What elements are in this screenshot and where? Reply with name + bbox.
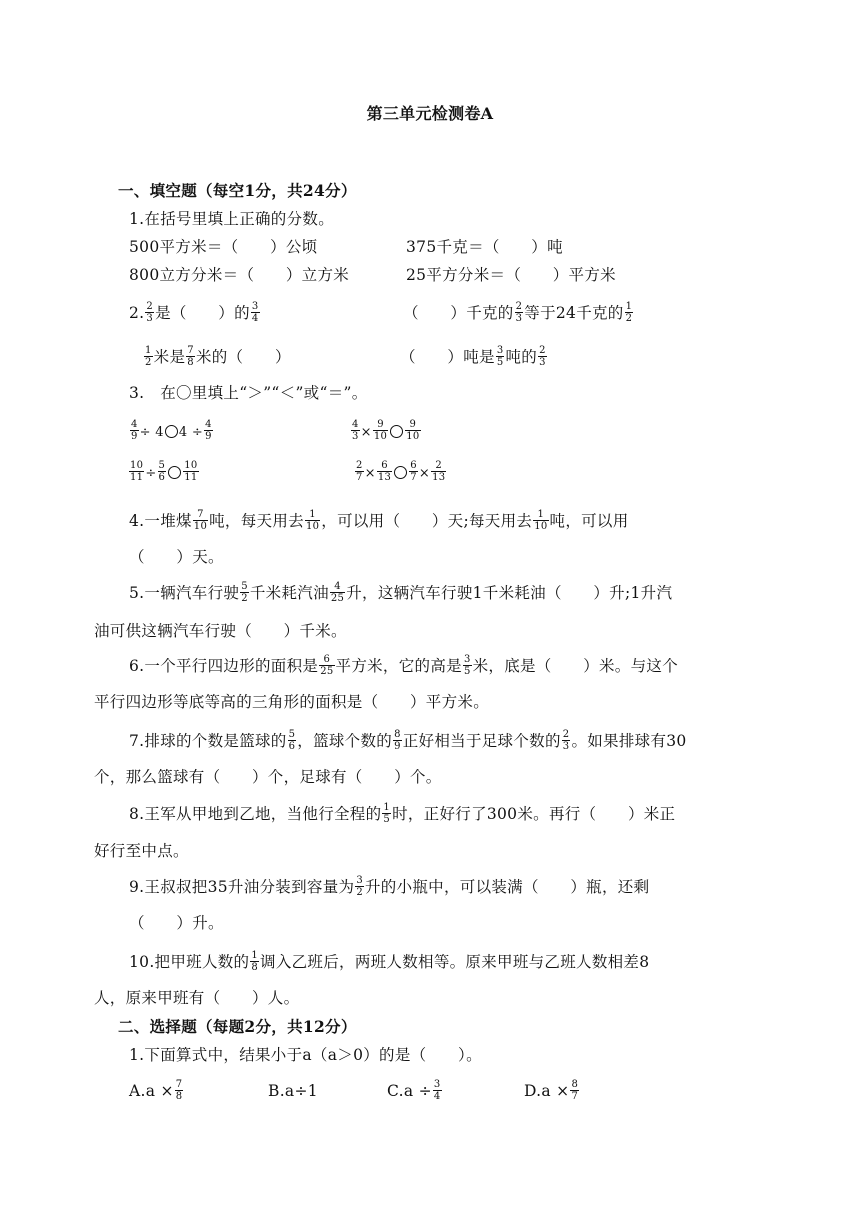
q3-e3-op: ÷ bbox=[145, 466, 157, 481]
numerator: 2 bbox=[146, 300, 154, 312]
page-title: 第三单元检测卷A bbox=[366, 104, 494, 123]
compare-circle bbox=[394, 466, 407, 479]
q3-expr-2 bbox=[350, 421, 422, 444]
numerator: 10 bbox=[130, 460, 144, 471]
fraction bbox=[373, 419, 388, 442]
numerator: 4 bbox=[352, 419, 359, 430]
q5-text: 升，这辆汽车行驶1千米耗油（ ）升;1升汽 bbox=[346, 584, 673, 602]
denominator: 5 bbox=[496, 356, 504, 368]
q7-text: ，篮球个数的 bbox=[297, 732, 393, 750]
fraction bbox=[463, 654, 472, 677]
fraction bbox=[305, 509, 320, 532]
numerator: 8 bbox=[571, 1078, 579, 1090]
q6-text: 6.一个平行四边形的面积是 bbox=[129, 657, 319, 675]
q7-text: 。如果排球有30 bbox=[571, 732, 687, 750]
denominator: 25 bbox=[320, 665, 334, 677]
denominator: 7 bbox=[571, 1090, 579, 1102]
numerator: 10 bbox=[184, 460, 198, 471]
q1-item-d: 25平方分米＝（ ）平方米 bbox=[406, 266, 616, 284]
q4-text: 4.一堆煤 bbox=[129, 512, 192, 530]
q8-text: 8.王军从甲地到乙地，当他行全程的 bbox=[129, 805, 382, 823]
section-choice-heading: 二、选择题（每题2分，共12分） bbox=[118, 1017, 357, 1036]
q2-c-text: 米是 bbox=[153, 348, 186, 366]
q3-e1-op2: 4 ÷ bbox=[178, 425, 204, 440]
q7-text: 正好相当于足球个数的 bbox=[402, 732, 561, 750]
q7-text: 7.排球的个数是篮球的 bbox=[129, 732, 287, 750]
denominator: 3 bbox=[562, 740, 570, 752]
fraction bbox=[355, 460, 364, 483]
numerator: 5 bbox=[241, 580, 248, 592]
denominator: 10 bbox=[373, 431, 388, 442]
denominator: 2 bbox=[625, 312, 633, 324]
denominator: 2 bbox=[241, 592, 248, 604]
q7-line-2: 个，那么篮球有（ ）个，足球有（ ）个。 bbox=[94, 768, 442, 786]
q1-item-a: 500平方米＝（ ）公顷 bbox=[129, 238, 318, 256]
q2-item-c bbox=[143, 346, 291, 370]
denominator: 6 bbox=[288, 740, 296, 752]
numerator: 7 bbox=[175, 1078, 183, 1090]
numerator: 2 bbox=[515, 300, 523, 312]
q7-line-1 bbox=[129, 730, 687, 754]
fraction bbox=[145, 301, 154, 324]
fraction bbox=[562, 729, 571, 752]
fraction bbox=[193, 509, 208, 532]
denominator: 3 bbox=[515, 312, 523, 324]
fraction bbox=[405, 419, 420, 442]
denominator: 6 bbox=[158, 472, 166, 483]
q6-text: 平方米，它的高是 bbox=[335, 657, 462, 675]
q3-stem: 3. 在〇里填上“＞”“＜”或“＝”。 bbox=[129, 384, 368, 402]
q9-line-1 bbox=[129, 876, 649, 900]
numerator: 1 bbox=[145, 344, 152, 356]
q3-expr-3 bbox=[128, 462, 200, 485]
denominator: 3 bbox=[539, 356, 546, 368]
denominator: 2 bbox=[356, 886, 363, 898]
denominator: 10 bbox=[305, 520, 320, 532]
q2-c-text2: 米的（ ） bbox=[195, 348, 291, 366]
q2-d-text2: 吨的 bbox=[505, 348, 538, 366]
q2-a-number: 2. bbox=[129, 304, 145, 322]
numerator: 8 bbox=[394, 728, 401, 740]
q6-line-1 bbox=[129, 655, 678, 679]
q1-item-b: 375千克＝（ ）吨 bbox=[406, 238, 563, 256]
numerator: 2 bbox=[356, 460, 363, 471]
numerator: 2 bbox=[539, 344, 546, 356]
q6-line-2: 平行四边形等底等高的三角形的面积是（ ）平方米。 bbox=[94, 693, 490, 711]
compare-circle bbox=[168, 466, 181, 479]
denominator: 11 bbox=[130, 472, 144, 483]
denominator: 9 bbox=[131, 431, 138, 442]
q5-text: 5.一辆汽车行驶 bbox=[129, 584, 240, 602]
choice-option-d bbox=[524, 1080, 580, 1104]
choice-option-a bbox=[129, 1080, 184, 1104]
fraction bbox=[240, 581, 249, 604]
q9-text: 升的小瓶中，可以装满（ ）瓶，还剩 bbox=[364, 878, 650, 896]
q2-b-text: （ ）千克的 bbox=[403, 304, 514, 322]
fraction bbox=[204, 419, 213, 442]
fraction bbox=[250, 950, 259, 973]
denominator: 10 bbox=[534, 520, 548, 532]
fraction bbox=[330, 581, 345, 604]
compare-circle bbox=[165, 425, 178, 438]
q5-text: 千米耗汽油 bbox=[249, 584, 329, 602]
fraction bbox=[158, 460, 167, 483]
fraction bbox=[496, 345, 505, 368]
numerator: 7 bbox=[193, 509, 208, 521]
numerator: 6 bbox=[377, 460, 392, 472]
q9-line-2: （ ）升。 bbox=[129, 914, 224, 932]
q5-line-1 bbox=[129, 582, 672, 606]
q3-e2-op: × bbox=[360, 425, 372, 440]
numerator: 5 bbox=[288, 728, 296, 740]
numerator: 1 bbox=[533, 509, 548, 521]
q8-line-2: 好行至中点。 bbox=[94, 842, 189, 860]
denominator: 10 bbox=[406, 431, 420, 442]
choice-option-c bbox=[387, 1080, 443, 1104]
denominator: 5 bbox=[383, 813, 391, 825]
denominator: 8 bbox=[251, 961, 259, 973]
fraction bbox=[351, 419, 360, 442]
q2-b-text2: 等于24千克的 bbox=[524, 304, 624, 322]
compare-circle bbox=[390, 425, 403, 438]
q3-e1-op: ÷ 4 bbox=[139, 425, 164, 440]
numerator: 1 bbox=[251, 949, 259, 961]
numerator: 4 bbox=[330, 581, 345, 593]
q6-text: 米，底是（ ）米。与这个 bbox=[472, 657, 679, 675]
q4-text: 吨，每天用去 bbox=[209, 512, 304, 530]
numerator: 1 bbox=[383, 801, 391, 813]
q4-line-1 bbox=[129, 510, 629, 534]
numerator: 4 bbox=[131, 419, 138, 430]
fraction bbox=[431, 460, 446, 483]
denominator: 5 bbox=[463, 665, 471, 677]
q4-text: 吨，可以用 bbox=[549, 512, 629, 530]
fraction bbox=[355, 875, 364, 898]
fraction bbox=[144, 345, 153, 368]
option-text: D.a × bbox=[524, 1082, 570, 1100]
numerator: 2 bbox=[562, 728, 570, 740]
denominator: 4 bbox=[251, 312, 259, 324]
q5-line-2: 油可供这辆汽车行驶（ ）千米。 bbox=[94, 622, 347, 640]
q2-d-text: （ ）吨是 bbox=[400, 348, 495, 366]
numerator: 6 bbox=[319, 654, 334, 666]
numerator: 7 bbox=[187, 344, 194, 356]
fraction bbox=[175, 1079, 184, 1102]
denominator: 9 bbox=[205, 431, 212, 442]
numerator: 9 bbox=[373, 419, 388, 431]
denominator: 7 bbox=[356, 472, 363, 483]
fraction bbox=[319, 654, 334, 677]
fraction bbox=[515, 301, 524, 324]
fraction bbox=[130, 419, 139, 442]
numerator: 4 bbox=[205, 419, 212, 430]
fraction bbox=[393, 729, 402, 752]
denominator: 8 bbox=[175, 1090, 183, 1102]
numerator: 5 bbox=[158, 460, 166, 471]
choice-option-b: B.a÷1 bbox=[268, 1082, 318, 1100]
section-fill-in-heading: 一、填空题（每空1分，共24分） bbox=[118, 181, 357, 200]
q2-a-text: 是（ ）的 bbox=[155, 304, 250, 322]
numerator: 3 bbox=[463, 653, 471, 665]
numerator: 3 bbox=[433, 1078, 441, 1090]
option-text: A.a × bbox=[129, 1082, 174, 1100]
q3-expr-4 bbox=[354, 462, 447, 485]
denominator: 3 bbox=[352, 431, 359, 442]
fraction bbox=[129, 460, 144, 483]
q3-e4-op2: × bbox=[418, 466, 431, 481]
q3-e4-op: × bbox=[364, 466, 376, 481]
fraction bbox=[538, 345, 547, 368]
q1-item-c: 800立方分米＝（ ）立方米 bbox=[129, 266, 350, 284]
numerator: 6 bbox=[410, 460, 417, 471]
numerator: 1 bbox=[305, 509, 320, 521]
denominator: 11 bbox=[184, 472, 198, 483]
denominator: 3 bbox=[146, 312, 154, 324]
numerator: 3 bbox=[356, 874, 363, 886]
numerator: 1 bbox=[625, 300, 633, 312]
denominator: 8 bbox=[187, 356, 194, 368]
q4-line-2: （ ）天。 bbox=[129, 548, 224, 566]
denominator: 13 bbox=[432, 472, 446, 483]
fraction bbox=[183, 460, 198, 483]
q8-text: 时，正好行了300米。再行（ ）米正 bbox=[392, 805, 676, 823]
fraction bbox=[433, 1079, 442, 1102]
fraction bbox=[625, 301, 634, 324]
q10-text: 调入乙班后，两班人数相等。原来甲班与乙班人数相差8 bbox=[260, 953, 650, 971]
choice-q1-stem: 1.下面算式中，结果小于a（a＞0）的是（ ）。 bbox=[129, 1046, 482, 1064]
q2-item-b bbox=[403, 302, 634, 326]
q9-text: 9.王叔叔把35升油分装到容量为 bbox=[129, 878, 355, 896]
fraction bbox=[409, 460, 418, 483]
q2-item-d bbox=[400, 346, 548, 370]
denominator: 10 bbox=[193, 520, 208, 532]
denominator: 2 bbox=[145, 356, 152, 368]
denominator: 9 bbox=[394, 740, 401, 752]
denominator: 4 bbox=[433, 1090, 441, 1102]
q10-text: 10.把甲班人数的 bbox=[129, 953, 250, 971]
fraction bbox=[251, 301, 260, 324]
q1-stem: 1.在括号里填上正确的分数。 bbox=[129, 210, 334, 228]
fraction bbox=[533, 509, 548, 532]
denominator: 7 bbox=[410, 472, 417, 483]
numerator: 3 bbox=[496, 344, 504, 356]
denominator: 25 bbox=[330, 592, 345, 604]
q8-line-1 bbox=[129, 803, 675, 827]
fraction bbox=[377, 460, 392, 483]
numerator: 2 bbox=[431, 460, 446, 472]
q3-expr-1 bbox=[129, 421, 214, 444]
fraction bbox=[288, 729, 297, 752]
denominator: 13 bbox=[377, 472, 392, 483]
q10-line-1 bbox=[129, 951, 649, 975]
q10-line-2: 人，原来甲班有（ ）人。 bbox=[94, 989, 300, 1007]
fraction bbox=[570, 1079, 579, 1102]
q4-text: ，可以用（ ）天;每天用去 bbox=[321, 512, 533, 530]
fraction bbox=[186, 345, 195, 368]
option-text: C.a ÷ bbox=[387, 1082, 432, 1100]
fraction bbox=[382, 802, 391, 825]
numerator: 9 bbox=[405, 419, 420, 431]
q2-item-a bbox=[129, 302, 261, 326]
numerator: 3 bbox=[251, 300, 259, 312]
